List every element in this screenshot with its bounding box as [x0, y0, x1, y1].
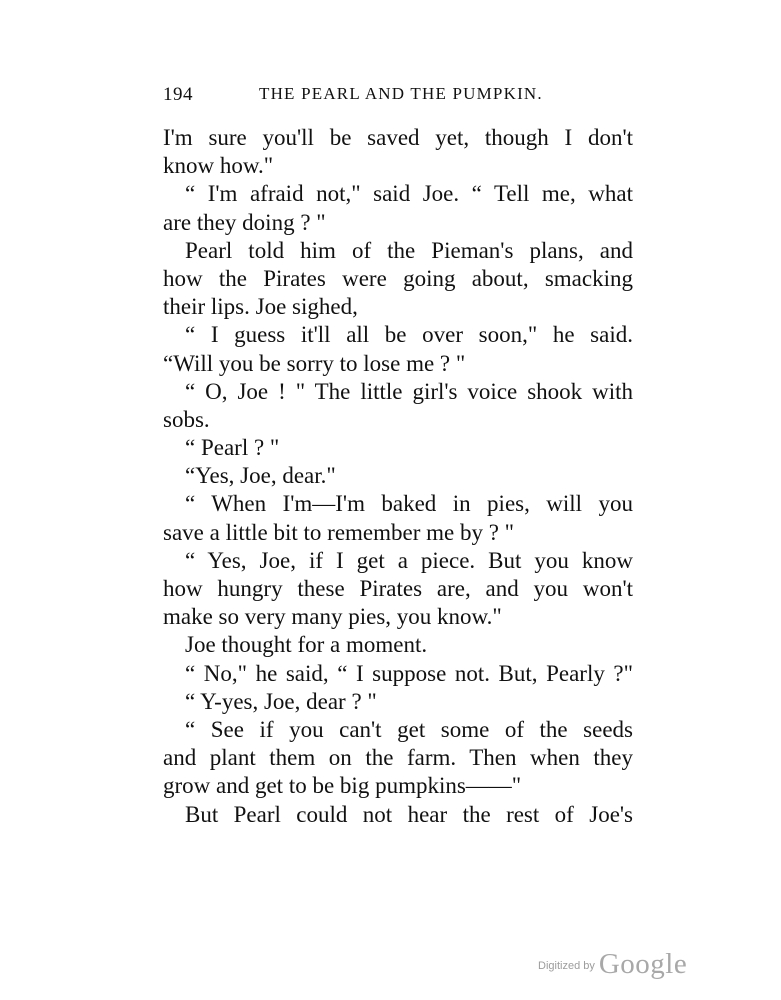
- text-line: “ Y-yes, Joe, dear ? ": [185, 688, 377, 714]
- text-line: save a little bit to remember me by ? ": [163, 519, 515, 545]
- page-header: [163, 84, 633, 110]
- digitized-watermark: [538, 948, 687, 984]
- text-line: “Yes, Joe, dear.": [185, 463, 336, 489]
- text-line: “ O, Joe ! " The little girl's voice shook with: [185, 378, 633, 404]
- body-text: [163, 124, 633, 829]
- text-line: grow and get to be big pumpkins——": [163, 773, 522, 799]
- text-line: But Pearl could not hear the rest of Joe's: [185, 801, 633, 827]
- text-line: how the Pirates were going about, smacking: [163, 265, 633, 291]
- text-line: “ See if you can't get some of the seeds: [185, 716, 633, 742]
- google-logo: Google: [598, 948, 688, 980]
- text-line: “ When I'm—I'm baked in pies, will you: [185, 491, 633, 517]
- text-line: are they doing ? ": [163, 209, 326, 235]
- text-line: make so very many pies, you know.": [163, 604, 502, 630]
- text-line: their lips. Joe sighed,: [163, 294, 358, 320]
- text-line: Joe thought for a moment.: [185, 632, 428, 658]
- text-line: I'm sure you'll be saved yet, though I don't: [163, 125, 633, 150]
- watermark-prefix: Digitized by: [538, 960, 595, 972]
- running-title: THE PEARL AND THE PUMPKIN.: [259, 84, 543, 103]
- text-line: “ I guess it'll all be over soon," he said.: [185, 322, 633, 348]
- text-line: know how.": [163, 153, 274, 179]
- text-line: sobs.: [163, 406, 210, 432]
- text-line: “ Pearl ? ": [185, 435, 280, 461]
- text-line: how hungry these Pirates are, and you won't: [163, 576, 633, 601]
- text-line: Pearl told him of the Pieman's plans, and: [185, 237, 633, 263]
- text-line: “Will you be sorry to lose me ? ": [163, 350, 466, 376]
- text-line: “ No," he said, “ I suppose not. But, Pearly ?": [185, 660, 633, 686]
- text-line: “ Yes, Joe, if I get a piece. But you know: [185, 547, 633, 573]
- text-line: “ I'm afraid not," said Joe. “ Tell me, what: [185, 181, 633, 207]
- text-line: and plant them on the farm. Then when they: [163, 745, 633, 771]
- page-number: 194: [163, 84, 193, 105]
